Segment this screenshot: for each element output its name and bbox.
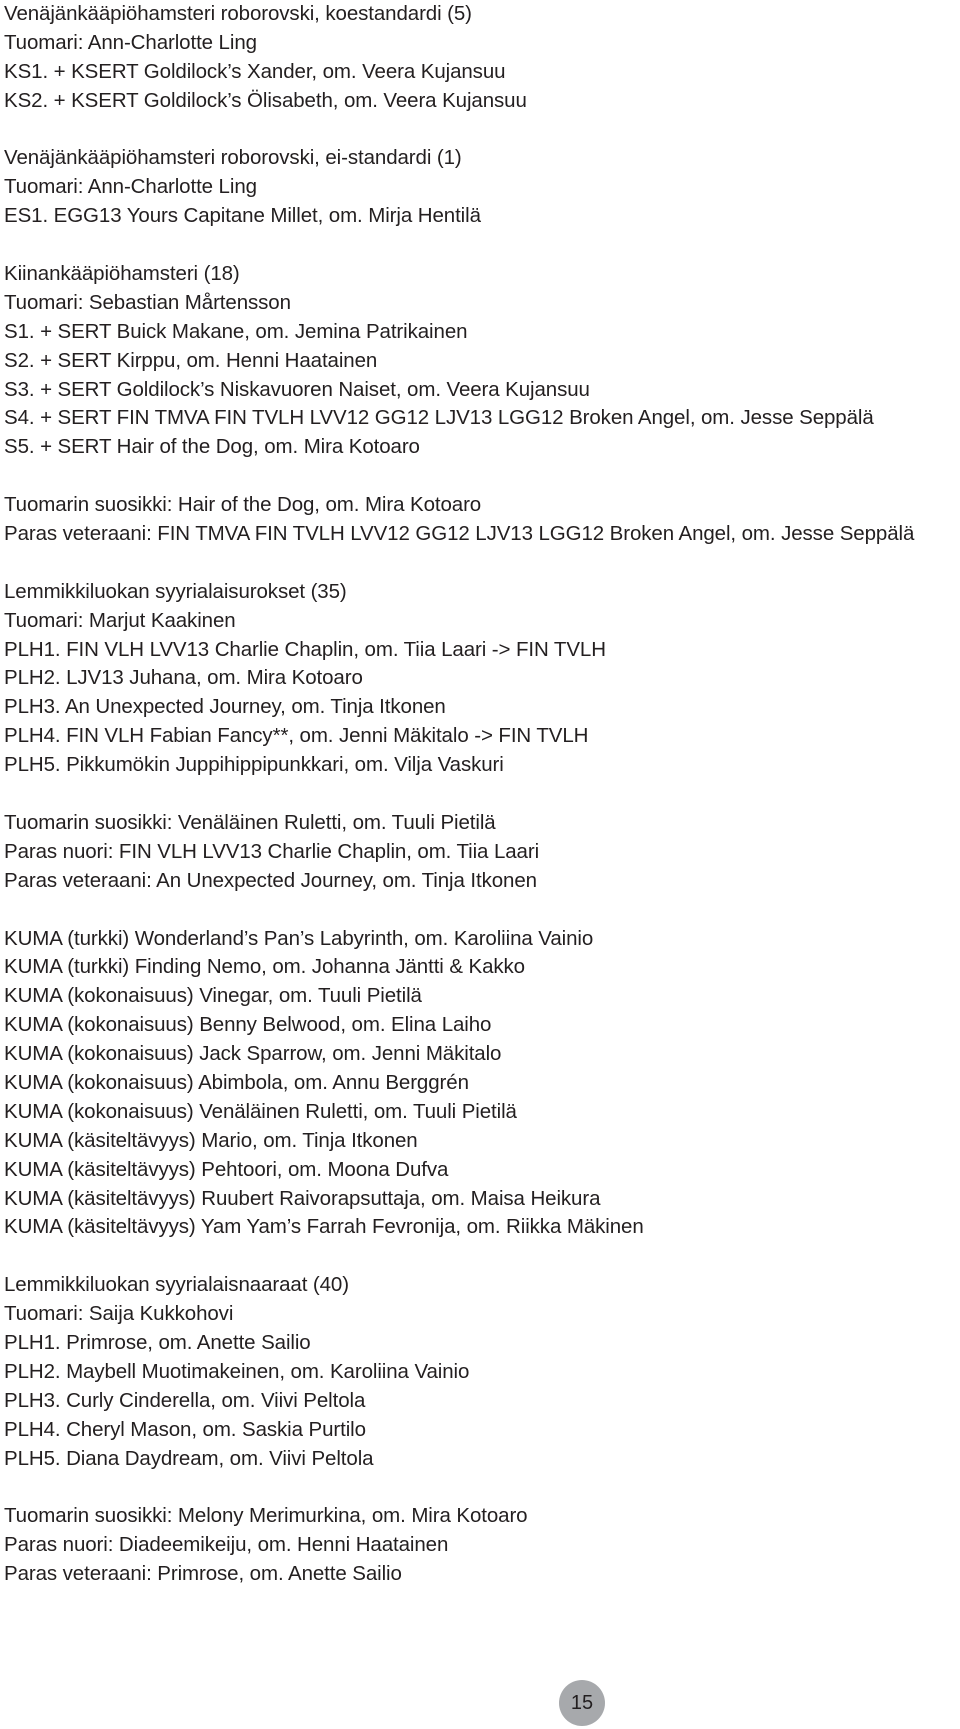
award-line: Paras nuori: Diadeemikeiju, om. Henni Haatainen xyxy=(4,1533,449,1557)
result-line: PLH1. Primrose, om. Anette Sailio xyxy=(4,1330,311,1354)
section-pet-syrian-females-awards xyxy=(4,1502,954,1589)
result-line: PLH2. LJV13 Juhana, om. Mira Kotoaro xyxy=(4,666,363,690)
section-roborovski-standard xyxy=(4,0,954,116)
kuma-line: KUMA (kokonaisuus) Jack Sparrow, om. Jenni Mäkitalo xyxy=(4,1042,502,1066)
result-line: S1. + SERT Buick Makane, om. Jemina Patrikainen xyxy=(4,319,468,343)
kuma-line: KUMA (käsiteltävyys) Yam Yam’s Farrah Fevronija, om. Riikka Mäkinen xyxy=(4,1215,644,1239)
result-line: PLH1. FIN VLH LVV13 Charlie Chaplin, om. Tiia Laari -> FIN TVLH xyxy=(4,637,606,661)
class-heading: Lemmikkiluokan syyrialaisnaaraat (40) xyxy=(4,1273,349,1297)
section-pet-syrian-males xyxy=(4,578,954,780)
result-line: S3. + SERT Goldilock’s Niskavuoren Naiset, om. Veera Kujansuu xyxy=(4,377,590,401)
class-heading: Kiinankääpiöhamsteri (18) xyxy=(4,262,240,286)
kuma-line: KUMA (kokonaisuus) Vinegar, om. Tuuli Pietilä xyxy=(4,984,422,1008)
result-line: PLH4. Cheryl Mason, om. Saskia Purtilo xyxy=(4,1417,366,1441)
result-line: S4. + SERT FIN TMVA FIN TVLH LVV12 GG12 LJV13 LGG12 Broken Angel, om. Jesse Seppälä xyxy=(4,406,874,430)
section-kuma-awards xyxy=(4,925,954,1243)
kuma-line: KUMA (käsiteltävyys) Ruubert Raivorapsuttaja, om. Maisa Heikura xyxy=(4,1186,601,1210)
result-line: S5. + SERT Hair of the Dog, om. Mira Kotoaro xyxy=(4,435,420,459)
result-line: PLH5. Pikkumökin Juppihippipunkkari, om. Vilja Vaskuri xyxy=(4,753,504,777)
section-pet-syrian-females xyxy=(4,1271,954,1473)
spacer xyxy=(4,780,954,809)
class-heading: Venäjänkääpiöhamsteri roborovski, ei-standardi (1) xyxy=(4,146,462,170)
class-heading: Lemmikkiluokan syyrialaisurokset (35) xyxy=(4,579,347,603)
award-line: Paras veteraani: FIN TMVA FIN TVLH LVV12 GG12 LJV13 LGG12 Broken Angel, om. Jesse Seppälä xyxy=(4,522,915,546)
judge-line: Tuomari: Ann-Charlotte Ling xyxy=(4,175,257,199)
award-line: Paras nuori: FIN VLH LVV13 Charlie Chaplin, om. Tiia Laari xyxy=(4,839,540,863)
result-line: S2. + SERT Kirppu, om. Henni Haatainen xyxy=(4,348,378,372)
spacer xyxy=(4,1473,954,1502)
result-line: KS1. + KSERT Goldilock’s Xander, om. Veera Kujansuu xyxy=(4,59,506,83)
kuma-line: KUMA (turkki) Wonderland’s Pan’s Labyrinth, om. Karoliina Vainio xyxy=(4,926,594,950)
spacer xyxy=(4,1242,954,1271)
result-line: ES1. EGG13 Yours Capitane Millet, om. Mirja Hentilä xyxy=(4,204,481,228)
spacer xyxy=(4,462,954,491)
spacer xyxy=(4,231,954,260)
results-document xyxy=(4,0,954,1589)
page-number-badge: 15 xyxy=(559,1680,605,1726)
award-line: Tuomarin suosikki: Hair of the Dog, om. Mira Kotoaro xyxy=(4,493,482,517)
kuma-line: KUMA (kokonaisuus) Abimbola, om. Annu Berggrén xyxy=(4,1070,469,1094)
kuma-line: KUMA (käsiteltävyys) Mario, om. Tinja Itkonen xyxy=(4,1128,418,1152)
award-line: Paras veteraani: An Unexpected Journey, om. Tinja Itkonen xyxy=(4,868,537,892)
spacer xyxy=(4,116,954,145)
kuma-line: KUMA (turkki) Finding Nemo, om. Johanna Jäntti & Kakko xyxy=(4,955,525,979)
result-line: KS2. + KSERT Goldilock’s Ölisabeth, om. Veera Kujansuu xyxy=(4,88,527,112)
judge-line: Tuomari: Saija Kukkohovi xyxy=(4,1302,234,1326)
award-line: Tuomarin suosikki: Melony Merimurkina, om. Mira Kotoaro xyxy=(4,1504,528,1528)
result-line: PLH2. Maybell Muotimakeinen, om. Karoliina Vainio xyxy=(4,1359,470,1383)
award-line: Paras veteraani: Primrose, om. Anette Sailio xyxy=(4,1562,402,1586)
judge-line: Tuomari: Sebastian Mårtensson xyxy=(4,290,291,314)
kuma-line: KUMA (käsiteltävyys) Pehtoori, om. Moona Dufva xyxy=(4,1157,449,1181)
spacer xyxy=(4,896,954,925)
result-line: PLH3. An Unexpected Journey, om. Tinja Itkonen xyxy=(4,695,446,719)
result-line: PLH5. Diana Daydream, om. Viivi Peltola xyxy=(4,1446,374,1470)
section-roborovski-nonstandard xyxy=(4,144,954,231)
class-heading: Venäjänkääpiöhamsteri roborovski, koestandardi (5) xyxy=(4,2,472,25)
section-chinese-awards xyxy=(4,491,954,549)
result-line: PLH4. FIN VLH Fabian Fancy**, om. Jenni Mäkitalo -> FIN TVLH xyxy=(4,724,589,748)
kuma-line: KUMA (kokonaisuus) Venäläinen Ruletti, om. Tuuli Pietilä xyxy=(4,1099,517,1123)
section-pet-syrian-males-awards xyxy=(4,809,954,896)
judge-line: Tuomari: Marjut Kaakinen xyxy=(4,608,236,632)
judge-line: Tuomari: Ann-Charlotte Ling xyxy=(4,30,257,54)
spacer xyxy=(4,549,954,578)
kuma-line: KUMA (kokonaisuus) Benny Belwood, om. Elina Laiho xyxy=(4,1013,492,1037)
section-chinese-dwarf-hamster xyxy=(4,260,954,462)
result-line: PLH3. Curly Cinderella, om. Viivi Peltola xyxy=(4,1388,366,1412)
award-line: Tuomarin suosikki: Venäläinen Ruletti, om. Tuuli Pietilä xyxy=(4,810,496,834)
